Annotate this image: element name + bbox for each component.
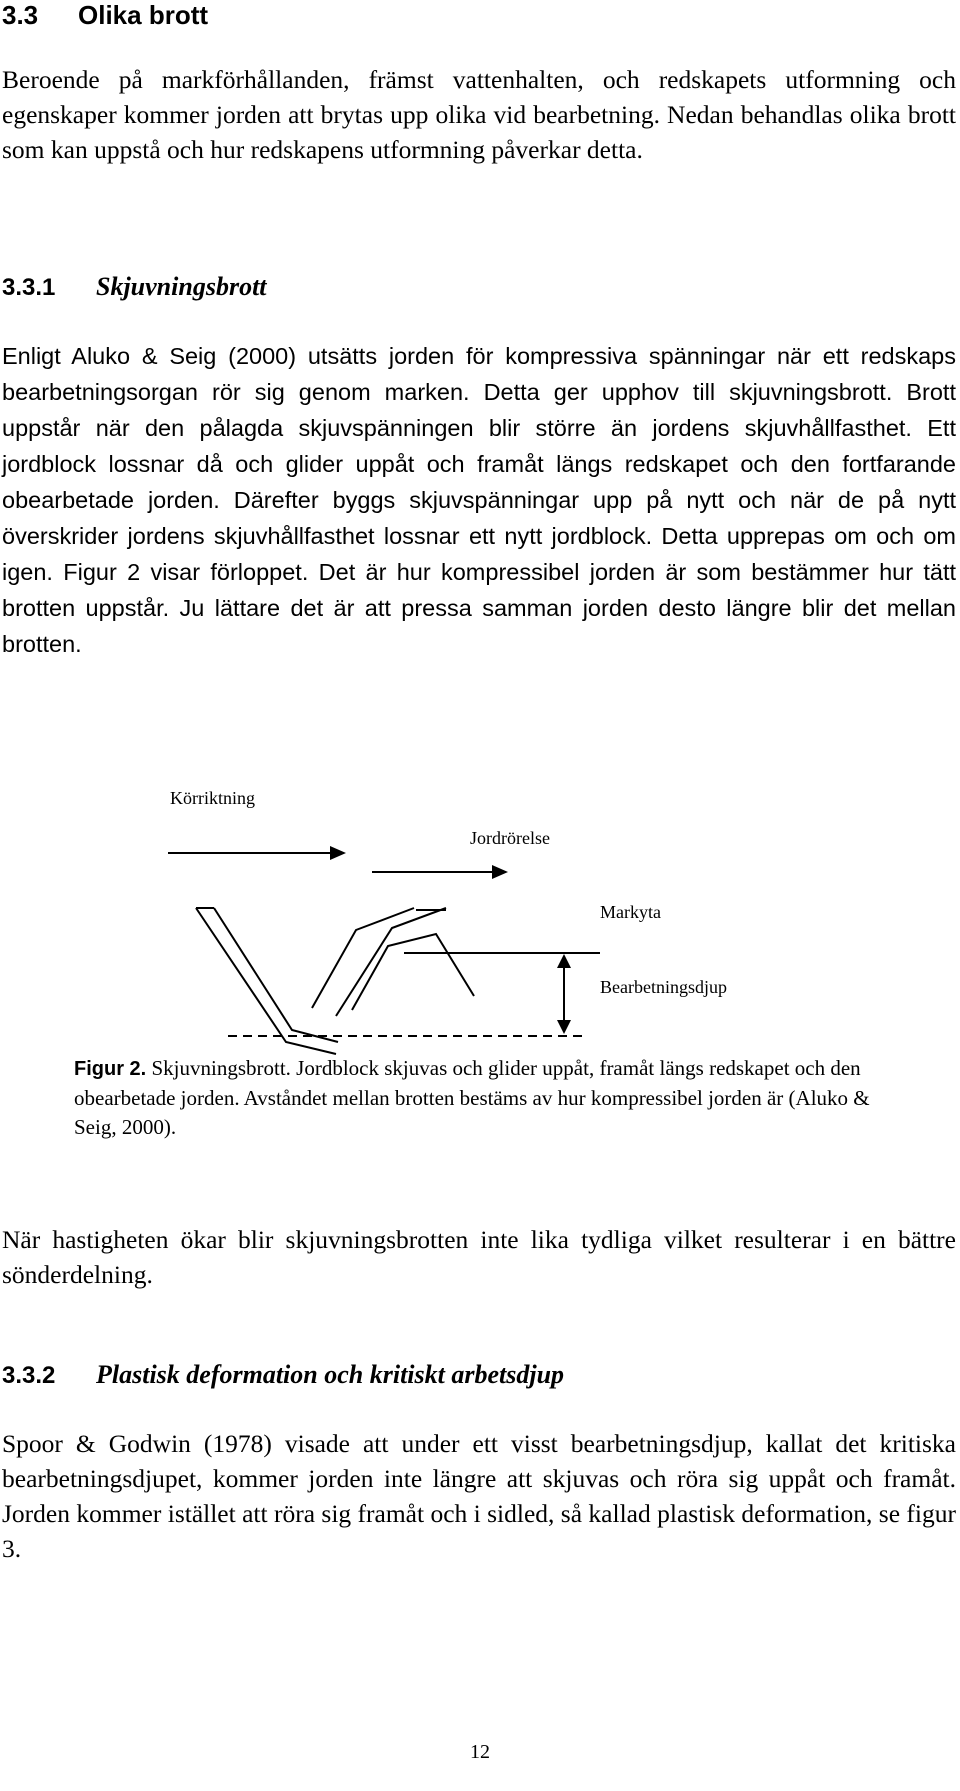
shear-failure-diagram (0, 760, 960, 1060)
intro-paragraph: Beroende på markförhållanden, främst vattenhalten, och redskapets utformning och egenskaper kommer jorden att brytas upp olika vid bearbetning. Nedan behandlas olika brott som kan uppstå och hur redskapens utformning påverkar detta. (2, 65, 956, 164)
subsection-heading-1 (2, 272, 267, 303)
figure-2 (0, 760, 960, 1060)
label-soil-motion: Jordrörelse (470, 828, 550, 848)
speed-paragraph: När hastigheten ökar blir skjuvningsbrotten inte lika tydliga vilket resulterar i en bättre sönderdelning. (2, 1225, 956, 1289)
section-heading (2, 0, 208, 30)
page-number: 12 (470, 1741, 490, 1763)
subsection-title-1: Skjuvningsbrott (96, 272, 267, 301)
section-number: 3.3 (2, 0, 39, 30)
soil-motion-arrow-icon (372, 865, 508, 879)
label-surface: Markyta (600, 902, 661, 922)
shear-failure-paragraph: Enligt Aluko & Seig (2000) utsätts jorden för kompressiva spänningar när ett redskaps bearbetningsorgan rör sig genom marken. Detta ger upphov till skjuvningsbrott. Brott uppstår när den pålagda skjuvspänningen blir större än jordens skjuvhållfasthet. Ett jordblock lossnar då och glider uppåt och framåt längs redskapet och den fortfarande obearbetade jorden. Därefter byggs skjuvspänningar upp på nytt och när de på nytt överskrider jordens skjuvhållfasthet lossnar ett nytt jordblock. Detta upprepas om och om igen. Figur 2 visar förloppet. Det är hur kompressibel jorden är som bestämmer hur tätt brotten uppstår. Ju lättare det är att pressa samman jorden desto längre blir det mellan brotten. (2, 343, 956, 657)
plastic-deformation-paragraph: Spoor & Godwin (1978) visade att under ett visst bearbetningsdjup, kallat det kritiska bearbetningsdjupet, kommer jorden inte längre att skjuvas och röra sig uppåt och framåt. Jorden kommer istället att röra sig framåt och i sidled, så kallad plastisk deformation, se figur 3. (2, 1429, 956, 1563)
caption-text: Skjuvningsbrott. Jordblock skjuvas och glider uppåt, framåt längs redskapet och den obearbetade jorden. Avståndet mellan brotten bestäms av hur kompressibel jorden är (Aluko & Seig, 2000). (74, 1056, 870, 1139)
subsection-title-2: Plastisk deformation och kritiskt arbetsdjup (96, 1360, 565, 1389)
figure-caption (74, 1054, 880, 1142)
subsection-number-1: 3.3.1 (2, 274, 56, 301)
depth-arrow-icon (557, 954, 571, 1034)
direction-arrow-icon (168, 846, 346, 860)
label-depth: Bearbetningsdjup (600, 977, 727, 997)
subsection-number-2: 3.3.2 (2, 1362, 56, 1389)
section-title: Olika brott (78, 0, 209, 30)
caption-label: Figur 2. (74, 1058, 147, 1080)
subsection-heading-2 (2, 1360, 564, 1391)
tool-shank (196, 908, 338, 1054)
label-direction: Körriktning (170, 788, 255, 808)
shear-planes (312, 908, 474, 1016)
